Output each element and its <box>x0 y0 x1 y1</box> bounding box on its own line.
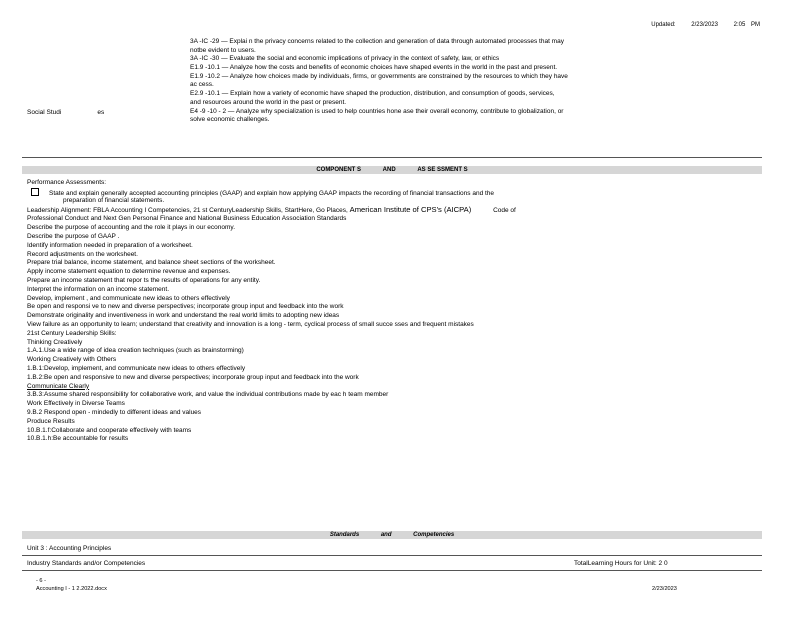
performance-heading: Performance Assessments: <box>27 179 107 186</box>
body-line: View failure as an opportunity to learn; understand that creativity and innovation is a long - term, cyclical process of small succe sses and frequent mistakes <box>27 320 474 328</box>
performance-bullet <box>27 188 757 197</box>
footer-date: 2/23/2023 <box>652 586 677 592</box>
skill-item: 1.A.1.Use a wide range of idea creation techniques (such as brainstorming) <box>27 347 244 355</box>
social-studies-standards <box>190 38 740 125</box>
standard-line: E1.9 -10.1 — Analyze how the costs and benefits of economic choices have shaped events in the world in the past and present. <box>190 64 558 72</box>
body-line: Describe the purpose of accounting and the role it plays in our economy. <box>27 224 235 232</box>
components-band-left: COMPONENT S <box>316 167 361 173</box>
body-line: Develop, implement , and communicate new ideas to others effectively <box>27 294 230 302</box>
leadership-alignment <box>27 205 757 215</box>
file-name: Accounting I - 1 2.2022.docx <box>36 585 107 592</box>
standard-line: and resources around the world in the past or present. <box>190 98 347 106</box>
body-line: Prepare trial balance, income statement, and balance sheet sections of the worksheet. <box>27 259 276 267</box>
social-studies-label <box>27 109 104 117</box>
standard-line: notbe evident to users. <box>190 46 256 54</box>
body-line: Identify information needed in preparation of a worksheet. <box>27 241 193 249</box>
updated-timestamp <box>637 22 760 29</box>
skill-category: Produce Results <box>27 417 75 425</box>
body-line: Describe the purpose of GAAP . <box>27 232 120 240</box>
checkbox-bullet-icon <box>31 188 39 196</box>
standards-band-right: Competencies <box>413 532 455 538</box>
alignment-text-a: Leadership Alignment: FBLA Accounting I Competencies, 21 st CenturyLeadership Skills, StartHere, Go Places, <box>27 207 348 215</box>
unit-title: Unit 3 : Accounting Principles <box>27 545 112 552</box>
skill-category: Communicate Clearly <box>27 382 90 390</box>
standards-band-left: Standards <box>329 532 360 538</box>
body-line: Demonstrate originality and inventiveness in work and understand the real world limits to adopting new ideas <box>27 312 340 320</box>
updated-label: Updated: <box>651 22 676 28</box>
components-band-middle: AND <box>382 167 396 173</box>
footer-left <box>36 578 107 593</box>
body-line: Apply income statement equation to determine revenue and expenses. <box>27 268 231 276</box>
section-rule <box>22 157 762 158</box>
social-studies-label-part2: es <box>97 109 105 116</box>
standard-line: E4 -9 -10 - 2 — Analyze why specialization is used to help countries hone ase their overall economy, contribute to globalization, or <box>190 107 564 115</box>
body-line: Be open and responsi ve to new and diverse perspectives; incorporate group input and feedback into the work <box>27 303 344 311</box>
total-learning-hours: TotalLearning Hours for Unit: 2 0 <box>574 560 668 567</box>
standards-band-middle: and <box>380 532 392 538</box>
updated-date: 2/23/2023 <box>691 22 718 28</box>
alignment-line2: Professional Conduct and Next Gen Personal Finance and National Business Education Association Standards <box>27 215 347 223</box>
body-line: Prepare an income statement that repor ts the results of operations for any entity. <box>27 276 261 284</box>
industry-row <box>27 560 757 568</box>
industry-label: Industry Standards and/or Competencies <box>27 560 146 567</box>
skill-category: Thinking Creatively <box>27 338 83 346</box>
skill-item: 10.B.1.h:Be accountable for results <box>27 435 129 443</box>
skill-item: 10.B.1.f:Collaborate and cooperate effectively with teams <box>27 426 192 434</box>
standard-line: 3A -IC -29 — Explai n the privacy concerns related to the collection and generation of data through automated processes that may <box>190 38 564 45</box>
performance-bullet-text: State and explain generally accepted accounting principles (GAAP) and explain how applying GAAP impacts the recording of financial transactions and the <box>49 189 495 197</box>
section-rule <box>22 570 762 571</box>
standard-line: E2.9 -10.1 — Explain how a variety of economic have shaped the production, distribution, and consumption of goods, services, <box>190 90 555 98</box>
performance-bullet-cont: preparation of financial statements. <box>63 196 165 204</box>
standard-line: ac cess. <box>190 81 214 89</box>
page-number: - 6 - <box>36 578 46 584</box>
components-band-right: AS SE SSMENT S <box>417 167 468 173</box>
standards-band <box>22 531 762 539</box>
standard-line: E1.9 -10.2 — Analyze how choices made by individuals, firms, or governments are constrained by the resources to which they have <box>190 72 568 80</box>
social-studies-label-part1: Social Studi <box>27 109 62 116</box>
skill-item: 3.B.3:Assume shared responsibility for collaborative work, and value the individual contributions made by eac h team member <box>27 391 389 399</box>
century-skills-heading: 21st Century Leadership Skills: <box>27 329 117 337</box>
skill-item: 1.B.1:Develop, implement, and communicate new ideas to others effectively <box>27 364 246 372</box>
body-line: Record adjustments on the worksheet. <box>27 250 138 258</box>
components-content <box>27 179 757 444</box>
aicpa-text: American Institute of CPS's (AICPA) <box>349 205 472 215</box>
skill-category: Working Creatively with Others <box>27 356 117 364</box>
updated-ampm: PM <box>751 22 760 28</box>
standard-line: solve economic challenges. <box>190 116 270 124</box>
body-line: Interpret the information on an income statement. <box>27 285 169 293</box>
components-band <box>22 166 762 174</box>
standard-line: 3A -IC -30 — Evaluate the social and economic implications of privacy in the context of safety, law, or ethics <box>190 55 500 63</box>
alignment-text-b: Code of <box>493 207 516 215</box>
section-rule <box>22 555 762 556</box>
skill-item: 9.B.2 Respond open - mindedly to different ideas and values <box>27 408 202 416</box>
skill-category: Work Effectively in Diverse Teams <box>27 400 125 408</box>
skill-item: 1.B.2:Be open and responsive to new and diverse perspectives; incorporate group input and feedback into the work <box>27 373 359 381</box>
updated-time: 2:05 <box>733 22 746 28</box>
